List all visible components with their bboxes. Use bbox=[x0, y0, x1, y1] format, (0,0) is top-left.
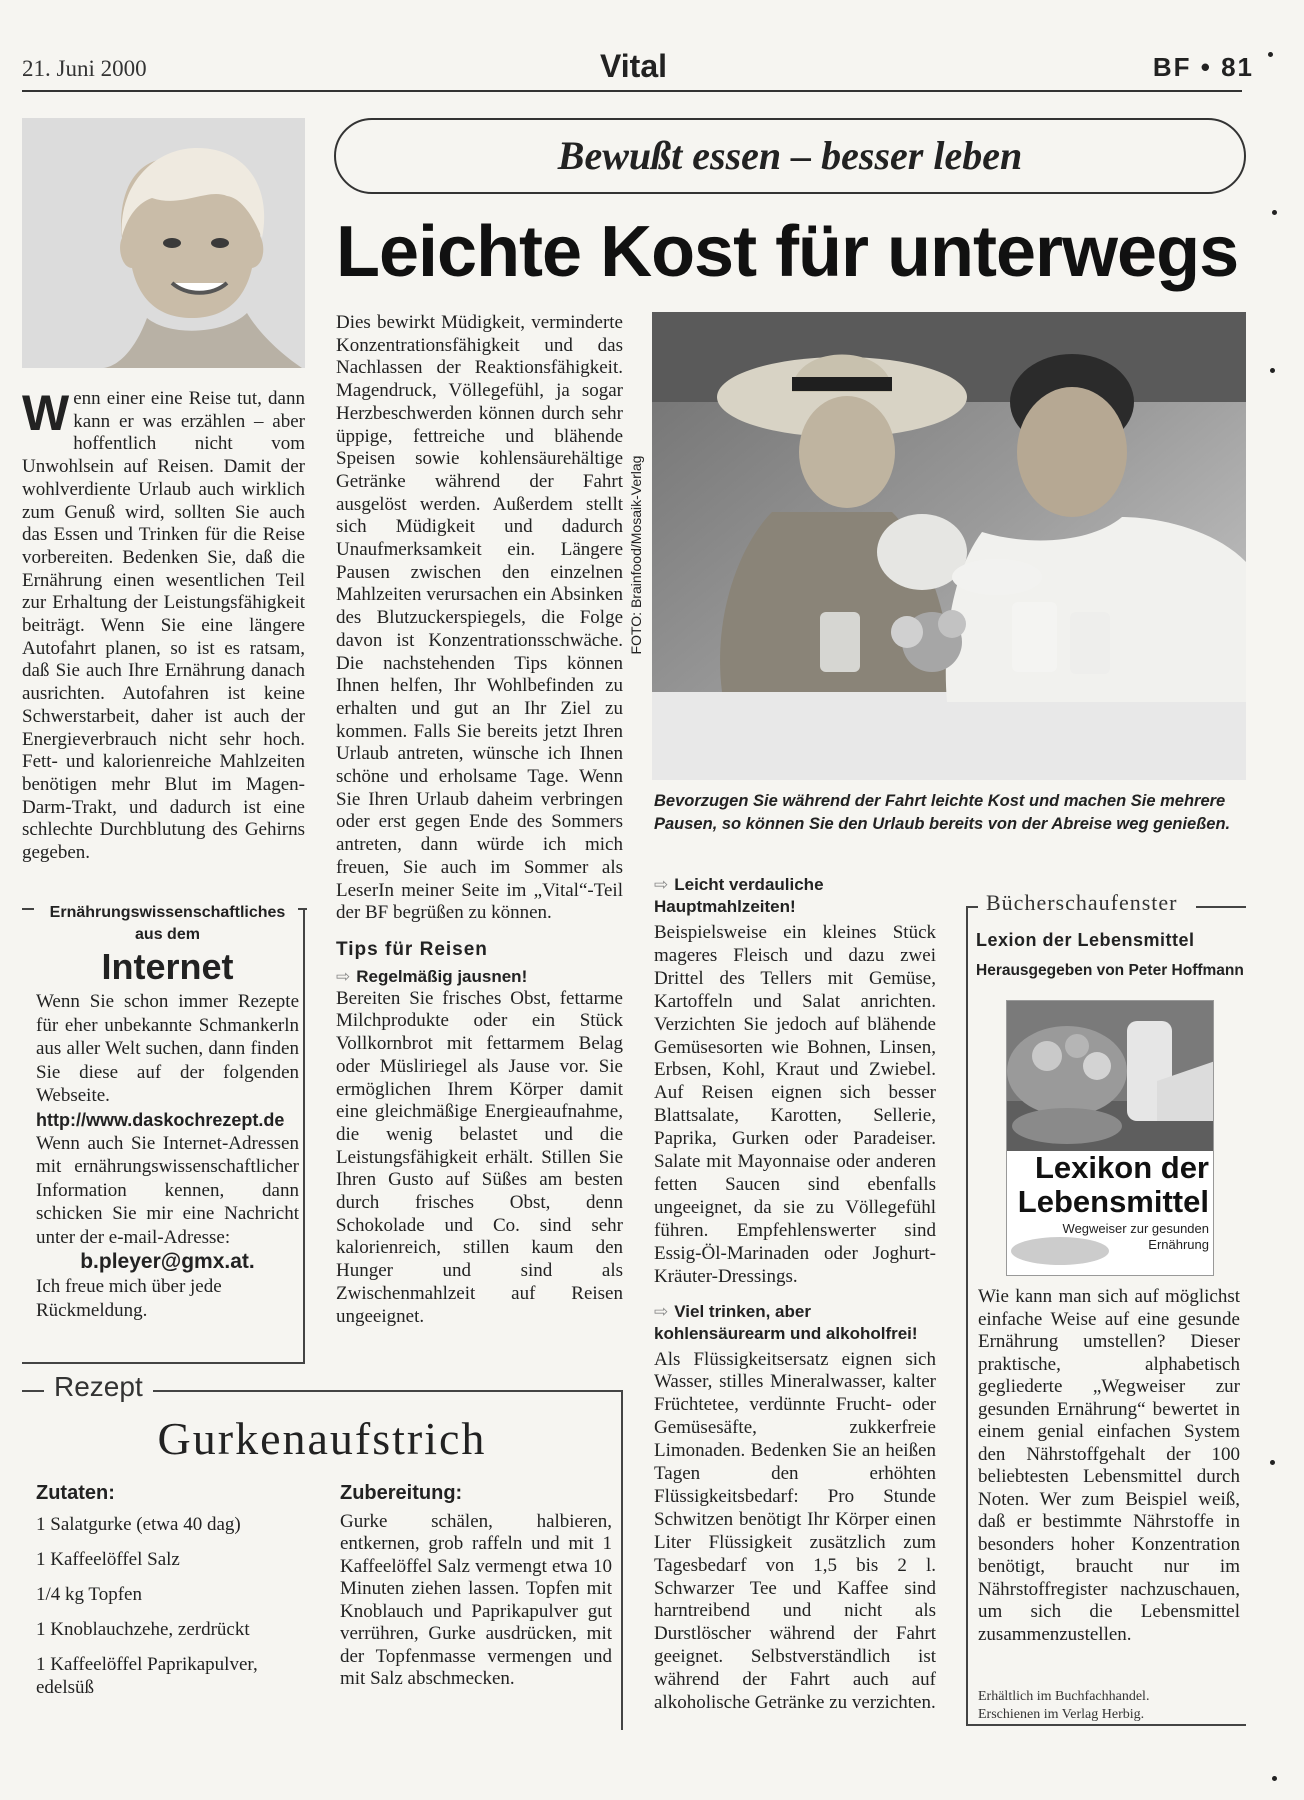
article-column-3 bbox=[654, 874, 936, 1715]
ingredients-list bbox=[36, 1513, 296, 1699]
photo-credit-text: FOTO: Brainfood/Mosaik-Verlag bbox=[628, 455, 644, 655]
preparation-heading: Zubereitung: bbox=[340, 1482, 463, 1504]
preparation-text: Gurke schälen, halbieren, entkernen, grob raffeln und mit 1 Kaffeelöffel Salz vermengt etwa 10 Minuten ziehen lassen. Topfen mit Knoblauch und Paprikapulver gut verrühren, Gurke ausdrücken, mit der Topfenmasse vermengen und mit Salz abschmecken. bbox=[340, 1510, 612, 1689]
column3-paragraph-2: Als Flüssigkeitsersatz eignen sich Wasser, stilles Mineralwasser, kalter Früchtetee, verdünnte Frucht- oder Gemüsesäfte, zukkerfreie Limonaden. Bedenken Sie an heißen Tagen den erhöhten Flüssigkeitsbedarf: Pro Stunde Schwitzen benötigt Ihr Körper einen Liter Flüssigkeit zusätzlich zum Tagesbedarf von 1,5 bis 2 l. Schwarzer Tee und Kaffee sind harntreibend und nicht als Durstlöscher während der Fahrt geeignet. Selbstverständlich ist während der Fahrt auch auf alkoholische Getränke zu verzichten. bbox=[654, 1348, 936, 1714]
scan-mark bbox=[1268, 52, 1273, 57]
internet-text-1: Wenn Sie schon immer Rezepte für eher unbekannte Schmankerln aus aller Welt suchen, dann finden Sie diese auf der folgenden Webseite. bbox=[36, 991, 299, 1106]
tip-heading bbox=[336, 966, 623, 988]
book-cover-subtitle: Wegweiser zur gesunden Ernährung bbox=[1062, 1221, 1209, 1252]
list-item: 1 Kaffeelöffel Paprikapulver, edelsüß bbox=[36, 1654, 258, 1698]
tip-heading-text: Leicht verdauliche Hauptmahlzeiten! bbox=[654, 875, 824, 916]
intro-paragraph bbox=[22, 385, 305, 865]
section-title: Vital bbox=[600, 48, 667, 84]
internet-box-title: Internet bbox=[101, 946, 234, 987]
author-portrait bbox=[22, 118, 305, 368]
recipe-label: Rezept bbox=[44, 1371, 153, 1403]
article-photo bbox=[652, 312, 1246, 780]
internet-text-3: Ich freue mich über jede Rückmeldung. bbox=[36, 1276, 222, 1321]
page-number: BF • 81 bbox=[1152, 52, 1254, 82]
column2-paragraph-1: Dies bewirkt Müdigkeit, verminderte Konzentrationsfähigkeit und das Nachlassen der Reaktionsfähigkeit. Magendruck, Völlegefühl, ja sogar Herzbeschwerden können durch sehr üppige, fettreiche und blähende Speisen sowie kohlensäurehältige Getränke während der Fahrt ausgelöst werden. Außerdem stellt sich Müdigkeit und dadurch Unaufmerksamkeit ein. Längere Pausen zwischen den einzelnen Mahlzeiten verursachen ein Absinken des Blutzuckerspiegels, die Folge davon ist Konzentrationsschwäche. Die nachstehenden Tips können Ihnen helfen, Ihr Wohlbefinden zu erhalten und gut an Ihr Ziel zu kommen. Falls Sie bereits jetzt Ihren Urlaub antreten, wünsche ich Ihnen schöne und erholsame Tage. Wenn Sie Ihren Urlaub daheim verbringen oder erst gegen Ende des Sommers antreten, dann würde ich mich freuen, Sie auch im Sommer als LeserIn meiner Seite im „Vital“-Teil der BF begrüßen zu können. bbox=[336, 312, 623, 924]
email-link[interactable]: b.pleyer@gmx.at. bbox=[80, 1250, 255, 1273]
book-badge bbox=[1011, 1237, 1109, 1265]
scan-mark bbox=[1272, 210, 1277, 215]
book-cover-image bbox=[1007, 1001, 1214, 1151]
book-cover-title: Lexikon der Lebensmittel bbox=[1017, 1150, 1209, 1219]
book-availability: Erhältlich im Buchfachhandel. bbox=[978, 1689, 1150, 1704]
box-corner bbox=[966, 906, 978, 908]
list-item: 1 Salatgurke (etwa 40 dag) bbox=[36, 1514, 241, 1535]
preparation-section bbox=[340, 1482, 612, 1691]
arrow-icon: ⇨ bbox=[336, 966, 351, 986]
column3-paragraph-1: Beispielsweise ein kleines Stück mageres Fleisch und dazu zwei Drittel des Tellers mit Gemüse, Kartoffeln und Salat anrichten. Verzichten Sie jedoch auf blähende Gemüsesorten wie Bohnen, Linsen, Erbsen, Kohl, Kraut und Zwiebel. Auf Reisen eignen sich besser Blattsalate, Karotten, Sellerie, Paprika, Gurken oder Paradeiser. Salate mit Mayonnaise oder anderen fetten Saucen sind ebenfalls ungeeignet, da sie zu Völlegefühl führen. Empfehlenswerter sind Essig-Öl-Marinaden oder Joghurt-Kräuter-Dressings. bbox=[654, 922, 936, 1287]
book-editor: Herausgegeben von Peter Hoffmann bbox=[976, 962, 1244, 979]
internet-box bbox=[22, 904, 305, 1364]
column2-paragraph-2: Bereiten Sie frisches Obst, fettarme Milchprodukte oder ein Stück Vollkornbrot mit fettarmem Belag oder Müsliriegel als Jause vor. Sie ermöglichen Ihrem Körper damit eine gleichmäßige Energieaufnahme, die wenig belastet und die Leistungsfähigkeit erhält. Stillen Sie Ihren Gusto auf Süßes am besten durch frisches Obst, denn Schokolade und Co. sind sehr kalorienreich, stillen kaum den Hunger und sind als Zwischenmahlzeit auf Reisen ungeeignet. bbox=[336, 987, 623, 1327]
intro-text: enn einer eine Reise tut, dann kann er was erzählen – aber hoffentlich nicht vom Unwohlsein auf Reisen. Damit der wohlverdiente Urlaub auch wirklich zum Genuß wird, sollten Sie auch das Essen und Trinken für die Reise vorbereiten. Bedenken Sie, daß die Ernährung einen wesentlichen Teil zur Erhaltung der Leistungsfähigkeit beiträgt. Wenn Sie eine längere Autofahrt planen, so ist es ratsam, daß Sie auch Ihre Ernährung danach ausrichten. Autofahren ist keine Schwerstarbeit, daher ist auch der Energieverbrauch nicht sehr hoch. Fett- und kalorienreiche Mahlzeiten benötigen mehr Blut im Magen-Darm-Trakt, und dadurch ist eine schlechte Durchblutung des Gehirns gegeben. bbox=[22, 388, 305, 864]
book-section-label: Bücherschaufenster bbox=[986, 890, 1178, 915]
box-corner bbox=[22, 908, 34, 910]
arrow-icon: ⇨ bbox=[654, 1301, 669, 1321]
header-rule bbox=[22, 90, 1242, 92]
ingredients-heading: Zutaten: bbox=[36, 1482, 115, 1504]
scan-mark bbox=[1270, 1460, 1275, 1465]
article-headline: Leichte Kost für unterwegs bbox=[336, 212, 1239, 292]
tip-heading-text: Regelmäßig jausnen! bbox=[356, 966, 528, 986]
issue-date: 21. Juni 2000 bbox=[22, 56, 147, 81]
tips-subhead: Tips für Reisen bbox=[336, 938, 488, 960]
tip-heading bbox=[654, 874, 936, 918]
list-item: 1 Knoblauchzehe, zerdrückt bbox=[36, 1619, 250, 1640]
website-link[interactable]: http://www.daskochrezept.de bbox=[36, 1109, 285, 1130]
photo-caption: Bevorzugen Sie während der Fahrt leichte Kost und machen Sie mehrere Pausen, so können Sie den Urlaub bereits von der Abreise weg genießen. bbox=[654, 792, 1231, 833]
list-item: 1 Kaffeelöffel Salz bbox=[36, 1549, 180, 1570]
scan-mark bbox=[1272, 1776, 1277, 1781]
book-cover bbox=[1006, 1000, 1214, 1276]
drop-cap: W bbox=[22, 385, 70, 441]
tip-heading bbox=[654, 1301, 936, 1345]
photo-credit bbox=[628, 340, 650, 770]
book-title: Lexion der Lebensmittel bbox=[976, 930, 1195, 950]
book-description: Wie kann man sich auf möglichst einfache Weise auf eine gesunde Ernährung umstellen? Dieser praktische, alphabetisch gegliederte „Wegweiser zur gesunden Ernährung“ bewertet in einem genial einfachen System den Nährstoffgehalt der 100 beliebtesten Lebensmittel durch Noten. Wer zum Beispiel weiß, daß er bestimmte Nährstoffe in besonders hoher Konzentration benötigt, braucht nur im Nährstoffregister nachzuschauen, um sich die Lebensmittel zusammenzustellen. bbox=[978, 1286, 1240, 1645]
tip-heading-text: Viel trinken, aber kohlensäurearm und alkoholfrei! bbox=[654, 1301, 918, 1343]
article-column-2 bbox=[336, 312, 623, 1328]
internet-box-kicker-2: aus dem bbox=[135, 926, 200, 943]
recipe-title: Gurkenaufstrich bbox=[157, 1413, 487, 1464]
internet-box-kicker: Ernährungswissenschaftliches bbox=[49, 904, 286, 921]
book-footnote bbox=[978, 1688, 1240, 1724]
list-item: 1/4 kg Topfen bbox=[36, 1584, 142, 1605]
series-banner: Bewußt essen – besser leben bbox=[334, 118, 1246, 194]
box-corner bbox=[298, 908, 307, 910]
book-publisher: Erschienen im Verlag Herbig. bbox=[978, 1707, 1145, 1722]
internet-text-2: Wenn auch Sie Internet-Adressen mit ernährungswissenschaftlicher Information kennen, dann schicken Sie mir eine Nachricht unter der e-mail-Adresse: bbox=[36, 1132, 299, 1248]
scan-mark bbox=[1270, 368, 1275, 373]
ingredients-section bbox=[36, 1482, 296, 1711]
box-corner bbox=[1196, 906, 1246, 908]
arrow-icon: ⇨ bbox=[654, 875, 669, 894]
